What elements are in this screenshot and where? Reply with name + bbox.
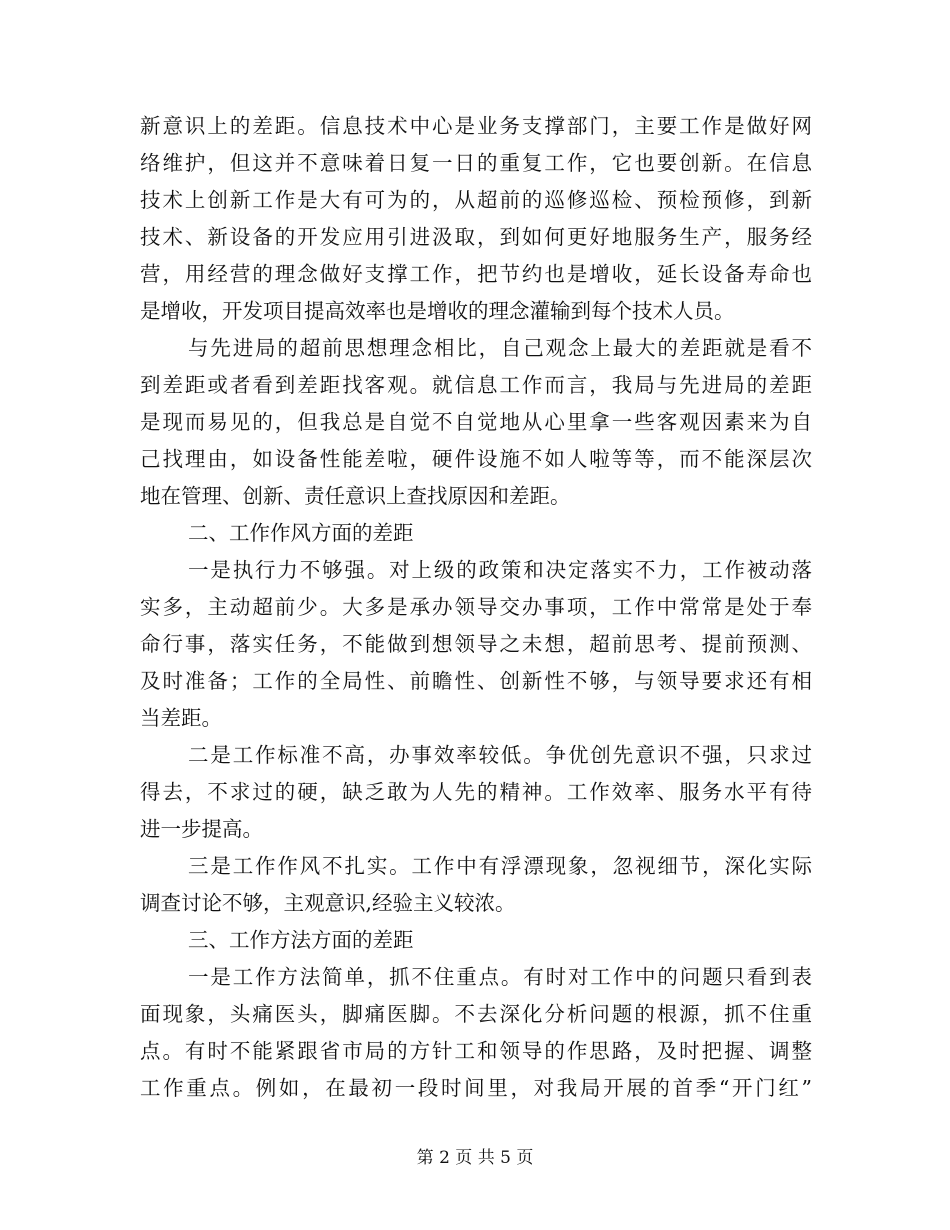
text-line: 一是执行力不够强。对上级的政策和决定落实不力，工作被动落 (188, 558, 812, 582)
text-line: 实多，主动超前少。大多是承办领导交办事项，工作中常常是处于奉 (140, 595, 812, 619)
text-line: 到差距或者看到差距找客观。就信息工作而言，我局与先进局的差距 (140, 373, 812, 397)
text-line: 命行事，落实任务，不能做到想领导之未想，超前思考、提前预测、 (140, 632, 812, 656)
text-line: 三、工作方法方面的差距 (188, 928, 414, 952)
text-line: 与先进局的超前思想理念相比，自己观念上最大的差距就是看不 (188, 336, 812, 360)
text-line: 工作重点。例如，在最初一段时间里，对我局开展的首季“开门红” (140, 1076, 812, 1100)
text-line: 二、工作作风方面的差距 (188, 521, 414, 545)
text-line: 新意识上的差距。信息技术中心是业务支撑部门，主要工作是做好网 (140, 114, 812, 138)
text-line: 技术上创新工作是大有可为的，从超前的巡修巡检、预检预修，到新 (140, 188, 812, 212)
text-line: 营，用经营的理念做好支撑工作，把节约也是增收，延长设备寿命也 (140, 262, 812, 286)
document-body (140, 108, 812, 1107)
text-line: 络维护，但这并不意味着日复一日的重复工作，它也要创新。在信息 (140, 151, 812, 175)
text-line: 技术、新设备的开发应用引进汲取，到如何更好地服务生产，服务经 (140, 225, 812, 249)
text-line: 己找理由，如设备性能差啦，硬件设施不如人啦等等，而不能深层次 (140, 447, 812, 471)
text-line: 是增收，开发项目提高效率也是增收的理念灌输到每个技术人员。 (140, 299, 735, 323)
text-line: 及时准备；工作的全局性、前瞻性、创新性不够，与领导要求还有相 (140, 669, 812, 693)
text-line: 一是工作方法简单，抓不住重点。有时对工作中的问题只看到表 (188, 965, 812, 989)
page-number-footer: 第 2 页 共 5 页 (416, 1148, 534, 1168)
text-line: 面现象，头痛医头，脚痛医脚。不去深化分析问题的根源，抓不住重 (140, 1002, 812, 1026)
text-line: 二是工作标准不高，办事效率较低。争优创先意识不强，只求过 (188, 743, 812, 767)
text-line: 当差距。 (140, 706, 222, 730)
text-line: 点。有时不能紧跟省市局的方针工和领导的作思路，及时把握、调整 (140, 1039, 812, 1063)
text-line: 进一步提高。 (140, 817, 263, 841)
text-line: 调查讨论不够，主观意识,经验主义较浓。 (140, 891, 516, 915)
text-line: 得去，不求过的硬，缺乏敢为人先的精神。工作效率、服务水平有待 (140, 780, 812, 804)
text-line: 地在管理、创新、责任意识上查找原因和差距。 (140, 484, 571, 508)
text-line: 是现而易见的，但我总是自觉不自觉地从心里拿一些客观因素来为自 (140, 410, 812, 434)
text-line: 三是工作作风不扎实。工作中有浮漂现象，忽视细节，深化实际 (188, 854, 812, 878)
